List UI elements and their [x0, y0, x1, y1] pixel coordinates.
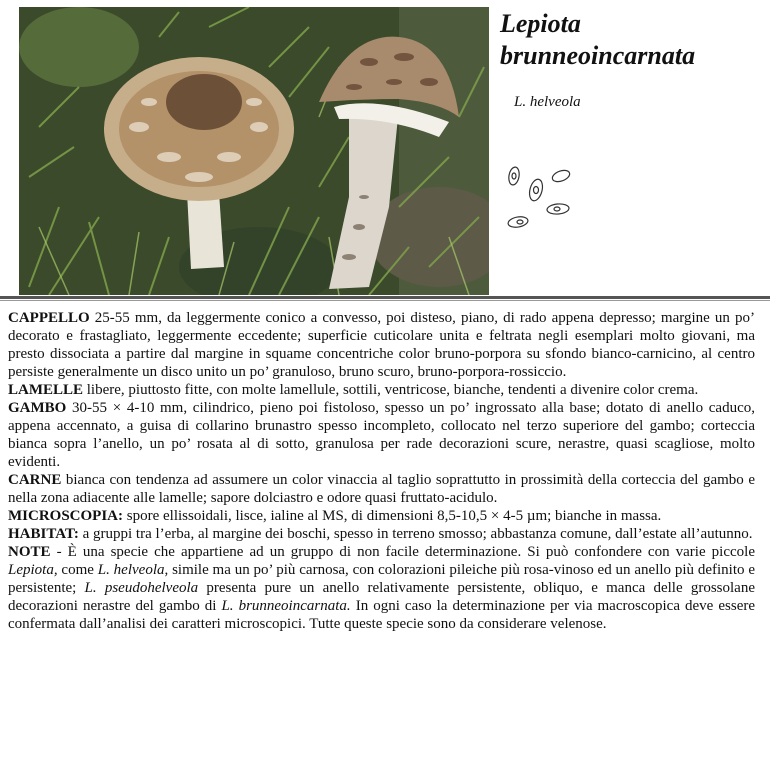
label-cappello: CAPPELLO — [8, 310, 90, 326]
note-text-2: come — [57, 562, 98, 578]
note-text-1: - È una specie che appartiene ad un gruppo di non facile determinazione. Si può confondere con varie piccole — [50, 544, 755, 560]
text-cappello: 25-55 mm, da leggermente conico a convesso, poi disteso, piano, di rado appena depresso; margine un po’ decorato e frastagliato, leggermente eccedente; superficie cuticolare unita e feltrata negli esemplari molto giovani, ma presto dissociata a partire dal margine in squame concentriche color bruno-porpora su sfondo bianco-carnicino, al centro persiste generalmente un disco unito un po’ granuloso, bruno scuro, bruno-porpora-rossiccio. — [8, 310, 755, 380]
note-taxon-4: L. brunneoincarnata. — [221, 598, 351, 614]
text-microscopia: spore ellissoidali, lisce, ialine al MS, di dimensioni 8,5-10,5 × 4-5 µm; bianche in massa. — [123, 508, 662, 524]
title-genus: Lepiota — [500, 9, 581, 38]
section-carne — [8, 471, 755, 507]
note-taxon-3: L. pseudohelveola — [84, 580, 199, 596]
label-note: NOTE — [8, 544, 51, 560]
label-carne: CARNE — [8, 472, 62, 488]
section-gambo — [8, 399, 755, 471]
section-cappello — [8, 309, 755, 381]
text-habitat: a gruppi tra l’erba, al margine dei boschi, spesso in terreno smosso; abbastanza comune, dall’estate all’autunno. — [78, 526, 753, 542]
note-taxon-2: L. helveola — [97, 562, 165, 578]
spore-drawing — [504, 162, 576, 232]
mushroom-photo — [19, 7, 489, 295]
note-taxon-1: Lepiota, — [8, 562, 58, 578]
label-gambo: GAMBO — [8, 400, 67, 416]
text-gambo: 30-55 × 4-10 mm, cilindrico, pieno poi fistoloso, spesso un po’ ingrossato alla base; dotato di anello caduco, appena accennato, a guisa di collarino brunastro spesso incompleto, collocato nel terzo superiore del gambo; corteccia bianca sopra l’anello, un po’ rosata al di sotto, granulosa per rade decorazioni scure, nerastre, quasi scagliose, molto evidenti. — [8, 400, 755, 470]
section-lamelle — [8, 381, 755, 399]
synonym: L. helveola — [514, 94, 581, 110]
label-microscopia: MICROSCOPIA: — [8, 508, 123, 524]
section-note — [8, 543, 755, 633]
text-lamelle: libere, piuttosto fitte, con molte lamellule, sottili, ventricose, bianche, tendenti a divenire color crema. — [83, 382, 699, 398]
section-habitat — [8, 525, 755, 543]
species-description — [8, 309, 755, 633]
note-text-3: , simile ma un po’ più carnosa, con colorazioni pileiche più rosa-vinoso ed un anello più definito e persistente; — [8, 562, 755, 596]
note-text-4: presenta pure un anello relativamente persistente, obliquo, e manca delle grossolane decorazioni nerastre del gambo di — [8, 580, 755, 614]
divider-thin — [0, 300, 770, 301]
divider — [0, 296, 770, 299]
section-microscopia — [8, 507, 755, 525]
text-carne: bianca con tendenza ad assumere un color vinaccia al taglio soprattutto in prossimità della corteccia del gambo e nella zona adiacente alle lamelle; sapore dolciastro e odore quasi fruttato-acidulo. — [8, 472, 755, 506]
species-title — [500, 8, 762, 72]
title-epithet: brunneoincarnata — [500, 41, 696, 70]
label-lamelle: LAMELLE — [8, 382, 84, 398]
label-habitat: HABITAT: — [8, 526, 79, 542]
note-text-5: In ogni caso la determinazione per via macroscopica deve essere confermata dall’analisi dei caratteri microscopici. Tutte queste specie sono da considerare velenose. — [8, 598, 756, 632]
